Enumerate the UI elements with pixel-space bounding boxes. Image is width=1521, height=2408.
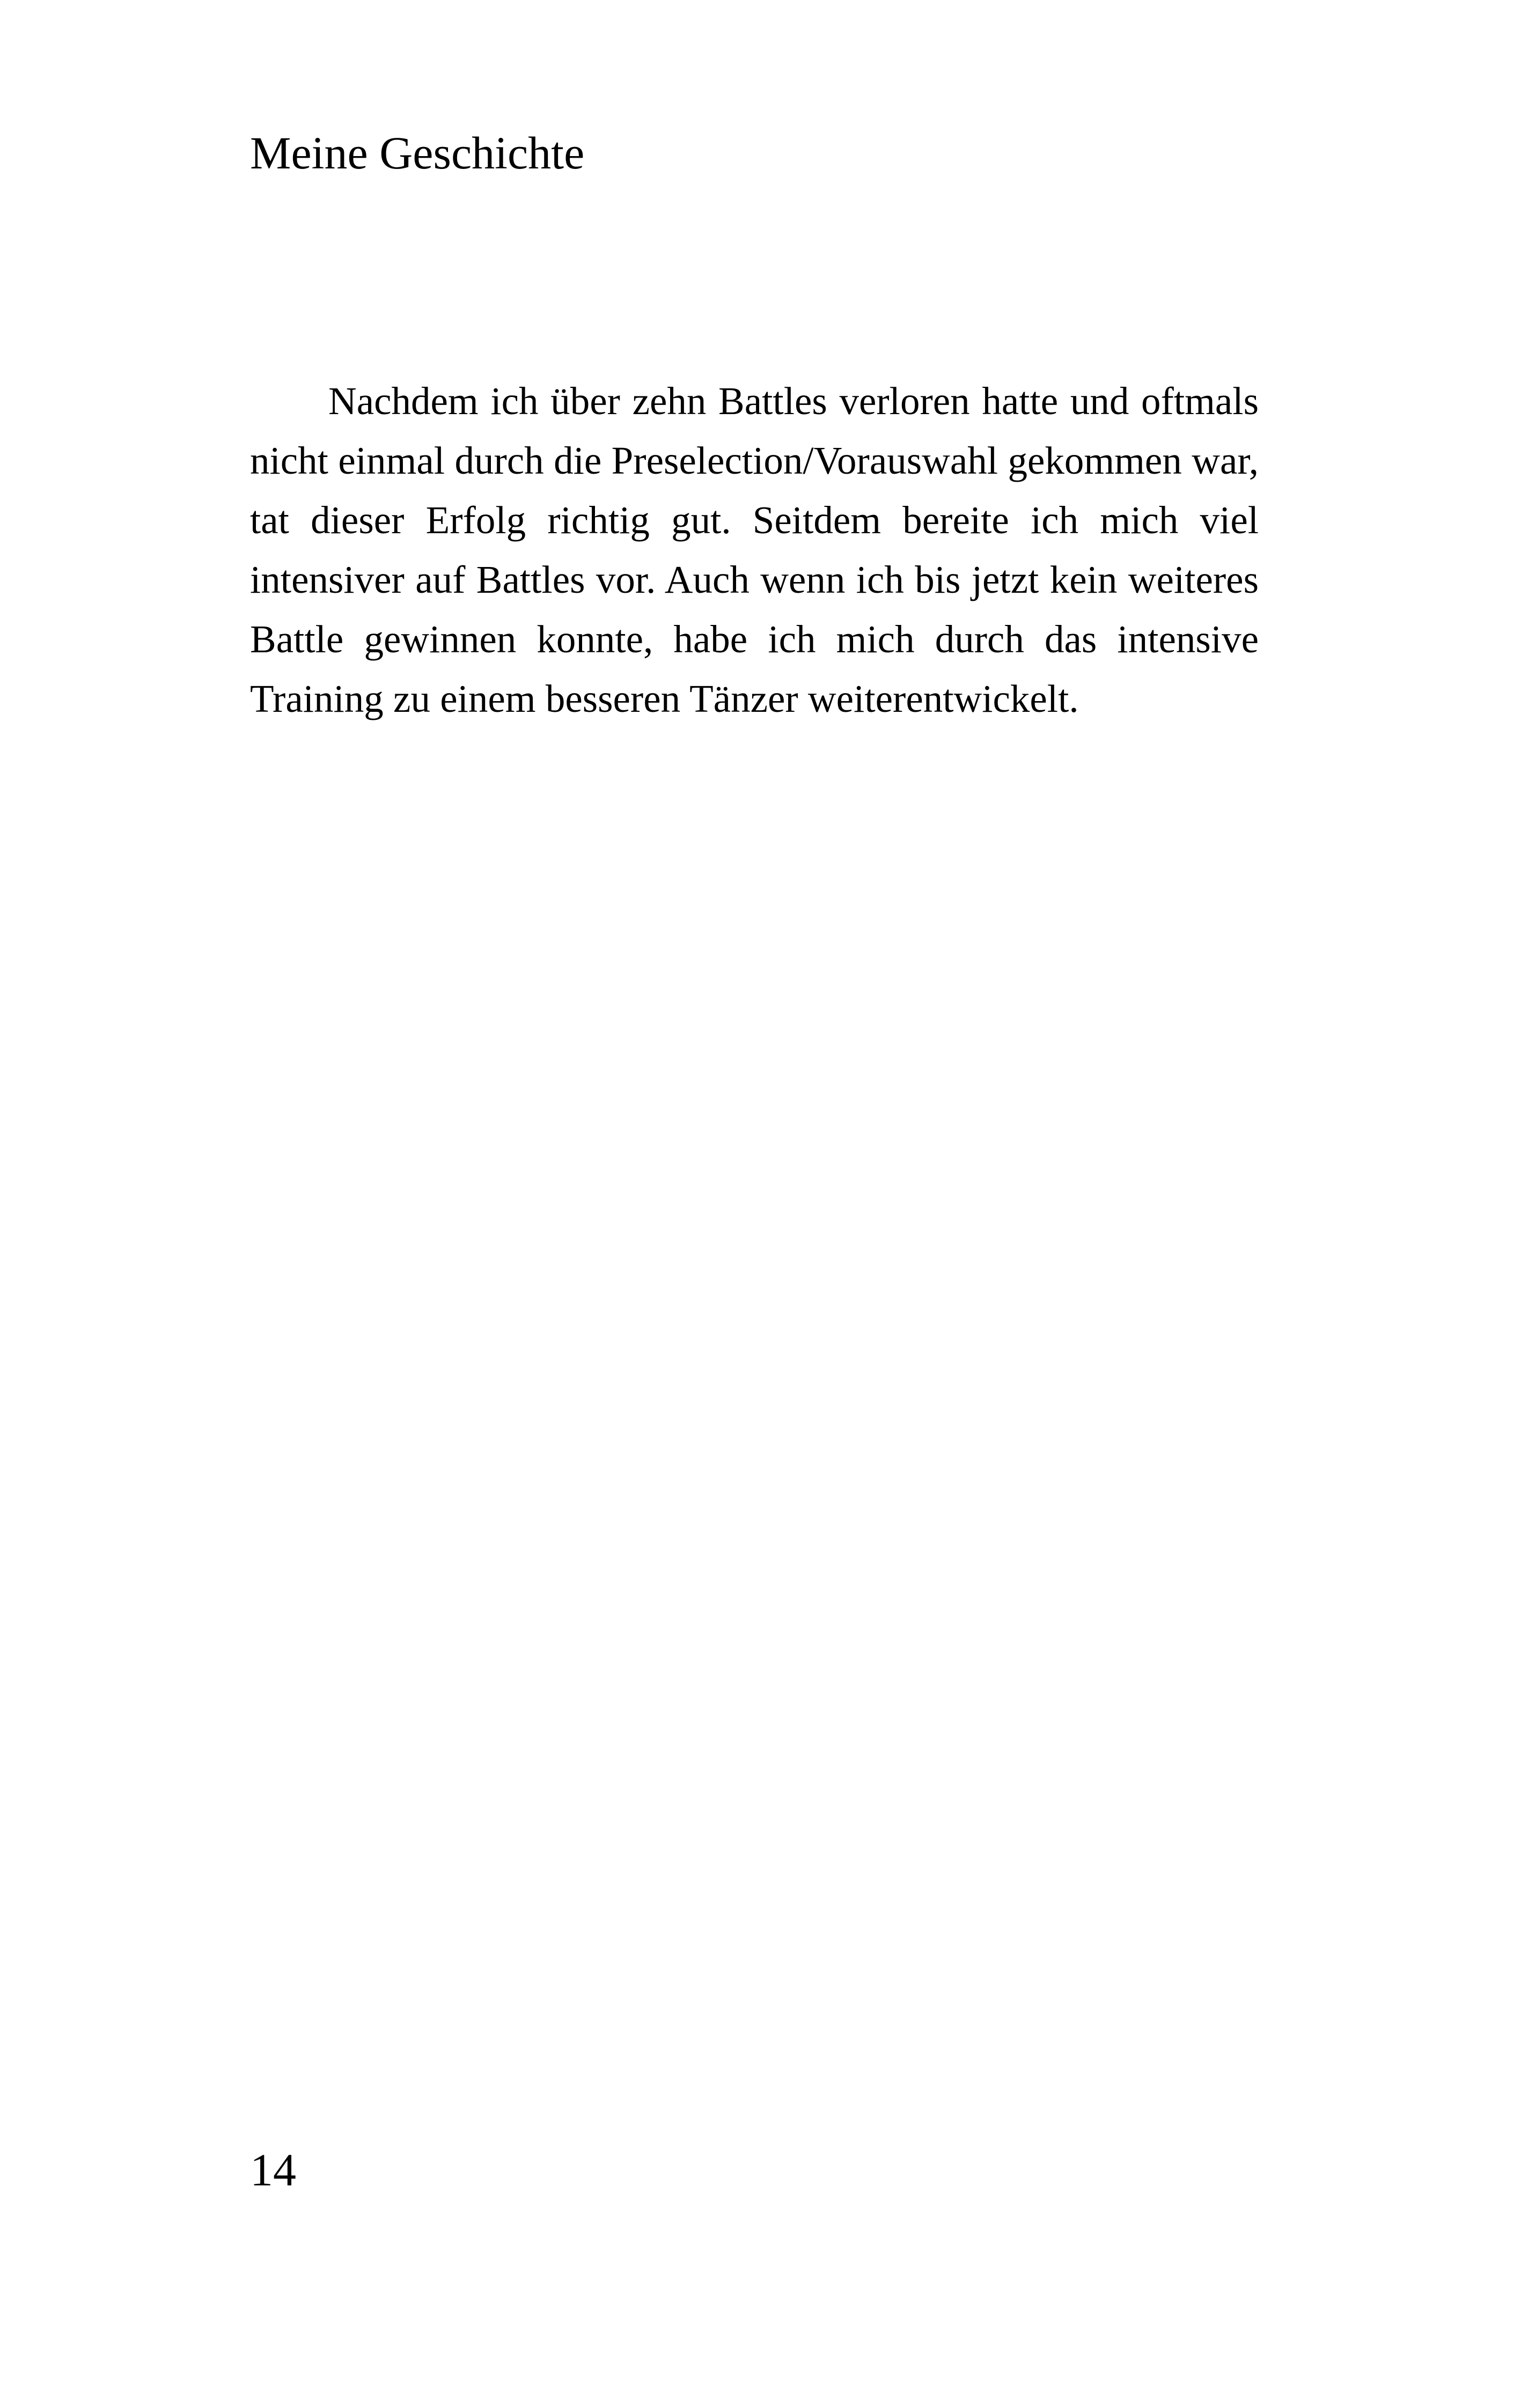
running-header-title: Meine Geschichte (250, 127, 585, 179)
body-paragraph: Nachdem ich über zehn Battles verloren hatte und oftmals nicht einmal durch die Preselection/Vorauswahl gekommen war, tat dieser Erfolg richtig gut. Seitdem bereite ich mich viel intensiver auf Battles vor. Auch wenn ich bis jetzt kein weiteres Battle gewinnen konnte, habe ich mich durch das intensive Training zu einem besseren Tänzer weiterentwickelt. (250, 379, 1259, 720)
page-number: 14 (250, 2144, 296, 2196)
